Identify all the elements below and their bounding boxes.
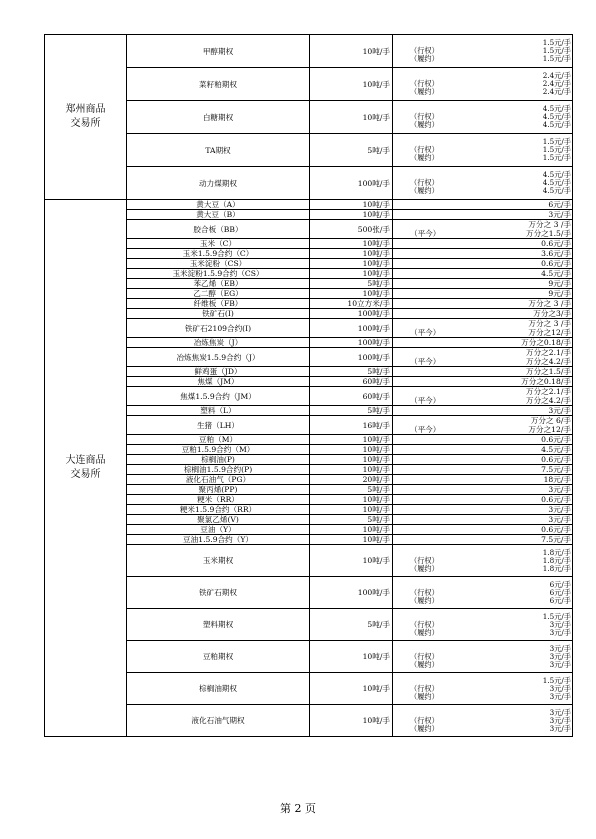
fee-cell: [393, 249, 573, 259]
fee-modifier: （行权）: [410, 619, 439, 629]
fee-value: 0.6元/手: [541, 435, 571, 444]
fee-value: 6元/手: [549, 595, 571, 605]
fee-value: 万分之 3 /手: [528, 220, 571, 229]
lot-size: 10吨/手: [310, 641, 393, 673]
product-name: 玉米淀粉1.5.9合约（CS）: [127, 269, 310, 279]
fee-modifier: （行权）: [410, 178, 439, 187]
fee-line: [393, 289, 572, 298]
fee-line: [393, 348, 572, 357]
fee-value: 2.4元/手: [542, 71, 571, 80]
fee-value: 4.5元/手: [542, 104, 571, 113]
fee-value: 3元/手: [549, 683, 571, 693]
fee-value: 7.5元/手: [541, 535, 571, 544]
lot-size: 10吨/手: [310, 455, 393, 465]
fee-value: 1.5元/手: [542, 137, 571, 146]
lot-size: 10吨/手: [310, 705, 393, 737]
fee-modifier: （履约）: [410, 723, 439, 733]
product-name: 塑料期权: [127, 609, 310, 641]
fee-cell: [393, 200, 573, 210]
product-name: 焦煤（JM）: [127, 377, 310, 387]
fee-line: [393, 515, 572, 524]
fee-modifier: （履约）: [410, 120, 439, 129]
fee-value: 万分之0.18/手: [521, 377, 571, 386]
fee-value: 3元/手: [549, 643, 571, 653]
fee-value: 3元/手: [548, 485, 571, 494]
product-name: 豆粕1.5.9合约（M）: [127, 445, 310, 455]
fee-cell: [393, 101, 573, 134]
fee-line: [393, 259, 572, 268]
fee-cell: [393, 269, 573, 279]
lot-size: 10吨/手: [310, 200, 393, 210]
exchange-name: 郑州商品 交易所: [45, 35, 127, 200]
fee-line: [393, 455, 572, 464]
fee-line: [393, 121, 572, 129]
fee-cell: [393, 445, 573, 455]
fee-cell: [393, 338, 573, 348]
fee-value: 1.5元/手: [542, 145, 571, 154]
fee-value: 1.8元/手: [542, 555, 571, 565]
fee-modifier: （履约）: [410, 186, 439, 195]
lot-size: 10吨/手: [310, 545, 393, 577]
fee-value: 3元/手: [549, 659, 571, 669]
lot-size: 10吨/手: [310, 535, 393, 545]
fee-cell: [393, 279, 573, 289]
fee-value: 3.6元/手: [541, 249, 571, 258]
fee-cell: [393, 705, 573, 737]
product-name: 生猪（LH）: [127, 416, 310, 435]
lot-size: 10吨/手: [310, 465, 393, 475]
fee-cell: [393, 577, 573, 609]
lot-size: 10吨/手: [310, 101, 393, 134]
fee-value: 1.5元/手: [542, 675, 571, 685]
fee-value: 万分之3/手: [533, 309, 571, 318]
fee-value: 3元/手: [549, 627, 571, 637]
lot-size: 100吨/手: [310, 309, 393, 319]
fee-cell: [393, 475, 573, 485]
fee-line: [393, 445, 572, 454]
fee-value: 万分之2.1/手: [525, 387, 571, 396]
fee-value: 万分之12/手: [528, 425, 571, 434]
fee-line: [393, 597, 572, 605]
fee-value: 3元/手: [549, 651, 571, 661]
fee-line: [393, 416, 572, 425]
fee-cell: [393, 673, 573, 705]
product-name: 动力煤期权: [127, 167, 310, 200]
fee-cell: [393, 495, 573, 505]
product-name: 甲醇期权: [127, 35, 310, 68]
fee-line: [393, 425, 572, 434]
page-number: 第 2 页: [280, 802, 316, 815]
fee-line: [393, 565, 572, 573]
fee-value: 2.4元/手: [542, 79, 571, 88]
fee-line: [393, 229, 572, 238]
fee-cell: [393, 485, 573, 495]
fee-line: [393, 525, 572, 534]
lot-size: 60吨/手: [310, 377, 393, 387]
product-name: 粳米（RR）: [127, 495, 310, 505]
lot-size: 5吨/手: [310, 367, 393, 377]
fee-value: 3元/手: [548, 515, 571, 524]
lot-size: 10吨/手: [310, 495, 393, 505]
lot-size: 10吨/手: [310, 445, 393, 455]
fee-value: 万分之1.5/手: [525, 229, 571, 238]
product-name: 焦煤1.5.9合约（JM）: [127, 387, 310, 406]
fee-value: 万分之0.18/手: [521, 338, 571, 347]
lot-size: 500张/手: [310, 220, 393, 239]
fee-value: 万分之4.2/手: [525, 396, 571, 405]
fee-line: [393, 629, 572, 637]
fee-value: 6元/手: [548, 200, 571, 209]
fee-modifier: （行权）: [410, 683, 439, 693]
lot-size: 10立方米/手: [310, 299, 393, 309]
lot-size: 10吨/手: [310, 435, 393, 445]
fee-modifier: （行权）: [410, 555, 439, 565]
fee-cell: [393, 68, 573, 101]
fee-modifier: （平今）: [410, 425, 441, 434]
fee-cell: [393, 319, 573, 338]
fee-modifier: （平今）: [410, 396, 441, 405]
fee-value: 3元/手: [549, 691, 571, 701]
lot-size: 10吨/手: [310, 269, 393, 279]
fee-modifier: （行权）: [410, 145, 439, 154]
fee-modifier: （平今）: [410, 328, 441, 337]
fee-line: [393, 485, 572, 494]
lot-size: 60吨/手: [310, 387, 393, 406]
product-name: 玉米（C）: [127, 239, 310, 249]
lot-size: 5吨/手: [310, 609, 393, 641]
product-name: 铁矿石2109合约(I): [127, 319, 310, 338]
fee-cell: [393, 377, 573, 387]
fee-line: [393, 387, 572, 396]
fee-modifier: （履约）: [410, 691, 439, 701]
lot-size: 10吨/手: [310, 289, 393, 299]
product-name: 黄大豆（A）: [127, 200, 310, 210]
fee-cell: [393, 134, 573, 167]
lot-size: 20吨/手: [310, 475, 393, 485]
lot-size: 16吨/手: [310, 416, 393, 435]
fee-modifier: （履约）: [410, 87, 439, 96]
fee-modifier: （履约）: [410, 627, 439, 637]
product-name: 白糖期权: [127, 101, 310, 134]
product-name: 苯乙烯（EB）: [127, 279, 310, 289]
fee-value: 0.6元/手: [541, 525, 571, 534]
fee-modifier: （行权）: [410, 79, 439, 88]
fee-value: 4.5元/手: [542, 178, 571, 187]
product-name: 液化石油气期权: [127, 705, 310, 737]
fee-value: 万分之4.2/手: [525, 357, 571, 366]
fee-value: 4.5元/手: [542, 170, 571, 179]
fee-value: 9元/手: [548, 289, 571, 298]
lot-size: 10吨/手: [310, 673, 393, 705]
product-name: 鲜鸡蛋（JD）: [127, 367, 310, 377]
fee-line: [393, 210, 572, 219]
fee-cell: [393, 435, 573, 445]
fee-value: 1.5元/手: [542, 46, 571, 55]
fee-line: [393, 495, 572, 504]
fee-line: [393, 328, 572, 337]
fee-cell: [393, 535, 573, 545]
fee-line: [393, 725, 572, 733]
product-name: 豆油1.5.9合约（Y）: [127, 535, 310, 545]
fee-value: 万分之 3 /手: [528, 319, 571, 328]
fee-line: [393, 269, 572, 278]
product-name: 铁矿石(I): [127, 309, 310, 319]
fee-line: [393, 338, 572, 347]
fee-value: 3元/手: [549, 723, 571, 733]
fee-value: 9元/手: [548, 279, 571, 288]
fee-cell: [393, 609, 573, 641]
fee-value: 1.8元/手: [542, 563, 571, 573]
lot-size: 5吨/手: [310, 485, 393, 495]
fee-value: 1.5元/手: [542, 54, 571, 63]
fee-line: [393, 396, 572, 405]
fee-cell: [393, 309, 573, 319]
product-name: 菜籽粕期权: [127, 68, 310, 101]
fee-value: 3元/手: [548, 210, 571, 219]
fee-value: 1.5元/手: [542, 38, 571, 47]
product-name: 冶炼焦炭（J）: [127, 338, 310, 348]
product-name: 棕榈油(P): [127, 455, 310, 465]
lot-size: 100吨/手: [310, 338, 393, 348]
product-name: 冶炼焦炭1.5.9合约（J）: [127, 348, 310, 367]
fee-modifier: （履约）: [410, 153, 439, 162]
fee-cell: [393, 387, 573, 406]
fee-cell: [393, 367, 573, 377]
fee-value: 万分之2.1/手: [525, 348, 571, 357]
fee-value: 4.5元/手: [542, 120, 571, 129]
fee-value: 1.8元/手: [542, 547, 571, 557]
lot-size: 10吨/手: [310, 68, 393, 101]
exchange-name: 大连商品 交易所: [45, 200, 127, 737]
product-name: 铁矿石期权: [127, 577, 310, 609]
fee-modifier: （履约）: [410, 54, 439, 63]
fee-cell: [393, 289, 573, 299]
fee-line: [393, 465, 572, 474]
fee-line: [393, 377, 572, 386]
fee-value: 6元/手: [549, 579, 571, 589]
fee-cell: [393, 505, 573, 515]
product-name: 胶合板（BB）: [127, 220, 310, 239]
fee-cell: [393, 259, 573, 269]
lot-size: 10吨/手: [310, 249, 393, 259]
product-name: 豆油（Y）: [127, 525, 310, 535]
fee-modifier: （平今）: [410, 357, 441, 366]
fee-value: 1.5元/手: [542, 611, 571, 621]
product-name: 玉米期权: [127, 545, 310, 577]
fee-cell: [393, 455, 573, 465]
product-name: 豆粕（M）: [127, 435, 310, 445]
fee-line: [393, 693, 572, 701]
lot-size: 5吨/手: [310, 134, 393, 167]
fee-cell: [393, 220, 573, 239]
product-name: 棕榈油1.5.9合约(P): [127, 465, 310, 475]
lot-size: 100吨/手: [310, 577, 393, 609]
fee-line: [393, 299, 572, 308]
fee-value: 万分之1.5/手: [525, 367, 571, 376]
fee-modifier: （行权）: [410, 715, 439, 725]
table-row: [45, 35, 573, 68]
fee-value: 1.5元/手: [542, 153, 571, 162]
fee-line: [393, 505, 572, 514]
fee-line: [393, 88, 572, 96]
fee-modifier: （行权）: [410, 651, 439, 661]
fee-value: 4.5元/手: [542, 186, 571, 195]
fee-line: [393, 279, 572, 288]
fee-cell: [393, 35, 573, 68]
fee-line: [393, 357, 572, 366]
fee-value: 0.6元/手: [541, 239, 571, 248]
lot-size: 10吨/手: [310, 505, 393, 515]
fee-line: [393, 319, 572, 328]
product-name: 液化石油气（PG）: [127, 475, 310, 485]
fee-modifier: （行权）: [410, 587, 439, 597]
fee-cell: [393, 299, 573, 309]
product-name: 黄大豆（B）: [127, 210, 310, 220]
lot-size: 5吨/手: [310, 406, 393, 416]
product-name: 聚丙烯(PP): [127, 485, 310, 495]
fee-modifier: （履约）: [410, 659, 439, 669]
fee-value: 万分之12/手: [528, 328, 571, 337]
fee-cell: [393, 416, 573, 435]
lot-size: 10吨/手: [310, 239, 393, 249]
lot-size: 5吨/手: [310, 279, 393, 289]
fee-value: 万分之 6/手: [530, 416, 571, 425]
fee-modifier: （履约）: [410, 563, 439, 573]
fee-line: [393, 187, 572, 195]
fee-value: 4.5元/手: [541, 445, 571, 454]
fee-value: 3元/手: [549, 707, 571, 717]
fee-modifier: （平今）: [410, 229, 441, 238]
lot-size: 10吨/手: [310, 525, 393, 535]
fee-modifier: （行权）: [410, 46, 439, 55]
fee-line: [393, 220, 572, 229]
fee-cell: [393, 406, 573, 416]
fee-cell: [393, 348, 573, 367]
fee-line: [393, 249, 572, 258]
fee-value: 3元/手: [548, 406, 571, 415]
fee-value: 万分之 3 /手: [528, 299, 571, 308]
product-name: TA期权: [127, 134, 310, 167]
lot-size: 100吨/手: [310, 348, 393, 367]
table-row: [45, 200, 573, 210]
fee-value: 0.6元/手: [541, 495, 571, 504]
fee-value: 0.6元/手: [541, 259, 571, 268]
fee-table-page: [44, 34, 572, 737]
fee-cell: [393, 210, 573, 220]
fee-cell: [393, 239, 573, 249]
fee-line: [393, 475, 572, 484]
fee-value: 18元/手: [543, 475, 571, 484]
fee-line: [393, 435, 572, 444]
fee-cell: [393, 465, 573, 475]
fee-cell: [393, 525, 573, 535]
fee-value: 6元/手: [549, 587, 571, 597]
product-name: 塑料（L）: [127, 406, 310, 416]
lot-size: 10吨/手: [310, 210, 393, 220]
fee-cell: [393, 545, 573, 577]
fee-table: [44, 34, 573, 737]
lot-size: 5吨/手: [310, 515, 393, 525]
fee-line: [393, 367, 572, 376]
fee-value: 3元/手: [548, 505, 571, 514]
product-name: 玉米淀粉（CS）: [127, 259, 310, 269]
product-name: 粳米1.5.9合约（RR）: [127, 505, 310, 515]
fee-line: [393, 154, 572, 162]
fee-value: 4.5元/手: [542, 112, 571, 121]
product-name: 乙二醇（EG）: [127, 289, 310, 299]
lot-size: 100吨/手: [310, 167, 393, 200]
fee-cell: [393, 167, 573, 200]
fee-cell: [393, 515, 573, 525]
fee-line: [393, 309, 572, 318]
fee-line: [393, 535, 572, 544]
fee-modifier: （履约）: [410, 595, 439, 605]
fee-value: 4.5元/手: [541, 269, 571, 278]
lot-size: 10吨/手: [310, 259, 393, 269]
product-name: 豆粕期权: [127, 641, 310, 673]
lot-size: 10吨/手: [310, 35, 393, 68]
fee-value: 3元/手: [549, 619, 571, 629]
fee-line: [393, 55, 572, 63]
fee-value: 2.4元/手: [542, 87, 571, 96]
product-name: 聚氯乙烯(V): [127, 515, 310, 525]
fee-line: [393, 239, 572, 248]
product-name: 纤维板（FB）: [127, 299, 310, 309]
fee-value: 7.5元/手: [541, 465, 571, 474]
fee-value: 3元/手: [549, 715, 571, 725]
fee-value: 0.6元/手: [541, 455, 571, 464]
lot-size: 100吨/手: [310, 319, 393, 338]
fee-cell: [393, 641, 573, 673]
product-name: 玉米1.5.9合约（C）: [127, 249, 310, 259]
product-name: 棕榈油期权: [127, 673, 310, 705]
fee-line: [393, 406, 572, 415]
fee-line: [393, 661, 572, 669]
fee-line: [393, 200, 572, 209]
fee-modifier: （行权）: [410, 112, 439, 121]
